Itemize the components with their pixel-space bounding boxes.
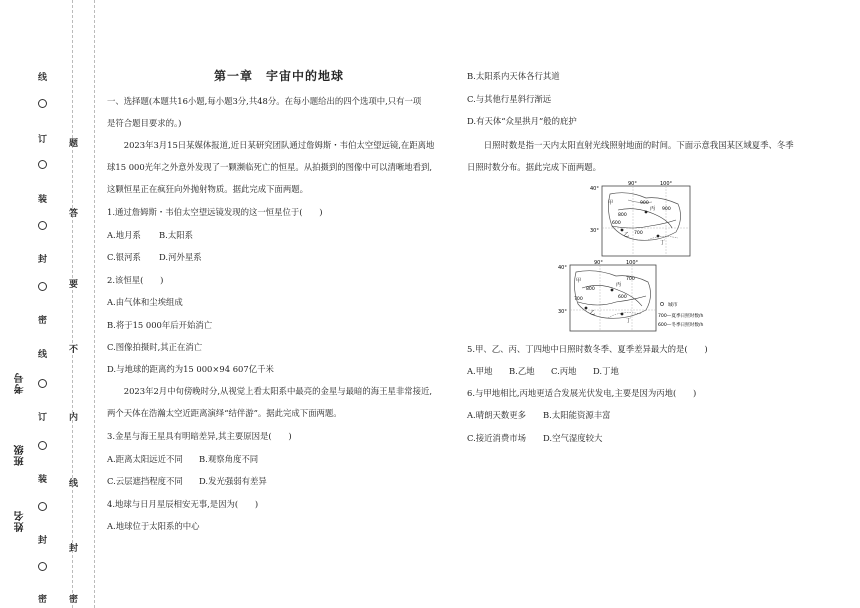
binding-hole [38, 282, 47, 291]
lat-label: 30° [590, 228, 599, 234]
fold-line-inner [94, 0, 95, 608]
q1-option-c: C.银河系 [107, 252, 141, 262]
legend-city: 城市 [668, 303, 678, 308]
place-label: 乙 [624, 232, 630, 238]
section-heading: 一、选择题(本题共16小题,每小题3分,共48分。在每小题给出的四个选项中,只有一项 [107, 96, 422, 106]
q2-option-a: A.由气体和尘埃组成 [107, 297, 183, 307]
binding-hole [38, 160, 47, 169]
section-heading-cont: 是符合题目要求的。) [107, 118, 182, 128]
place-label: 丁 [660, 240, 666, 246]
passage-1-line: 球15 000光年之外意外发现了一颗濒临死亡的恒星。从拍摄到的图像中可以清晰地看到, [107, 162, 433, 172]
place-label: 乙 [590, 310, 596, 316]
binding-inner-char: 封 [69, 544, 79, 554]
q3-option-a: A.距离太阳远近不同 [107, 454, 183, 464]
binding-inner-char: 要 [69, 280, 79, 290]
legend-winter: 600—冬季日照时数/h [658, 323, 704, 328]
lat-label: 40° [590, 186, 599, 192]
isoline-label: 900 [662, 207, 671, 212]
q6-option-d: D.空气湿度较大 [543, 433, 603, 443]
place-label: 丁 [626, 318, 632, 324]
isoline-label: 600 [612, 221, 621, 226]
question-1: 1.通过詹姆斯・韦伯太空望远镜发现的这一恒星位于( ) [107, 207, 323, 217]
city-marker [657, 235, 660, 238]
isoline-label: 700 [574, 297, 583, 302]
binding-char: 密 [38, 316, 48, 326]
q4-option-c: C.与其他行星斜行渐远 [467, 94, 552, 104]
q3-option-b: B.观察角度不同 [199, 454, 259, 464]
legend-summer: 700—夏季日照时数/h [658, 314, 704, 319]
binding-char: 装 [38, 475, 48, 485]
lon-label: 100° [660, 181, 673, 187]
passage-3-line: 日照时数是指一天内太阳直射光线照射地面的时间。下面示意我国某区域夏季、冬季 [467, 140, 794, 150]
binding-char: 订 [38, 413, 48, 423]
binding-hole [38, 502, 47, 511]
exam-number-label: 考号 [15, 372, 26, 394]
q5-option-a: A.甲地 [467, 366, 493, 376]
place-label: 甲 [608, 200, 614, 206]
place-label: 丙 [650, 206, 656, 212]
q3-option-d: D.发光强弱有差异 [199, 476, 267, 486]
q1-option-d: D.河外星系 [159, 252, 202, 262]
binding-hole [38, 379, 47, 388]
passage-1-line: 2023年3月15日某媒体报道,近日某研究团队通过詹姆斯・韦伯太空望远镜,在距离地 [107, 140, 435, 150]
binding-inner-char: 密 [69, 595, 79, 605]
q1-option-b: B.太阳系 [159, 230, 193, 240]
q2-option-c: C.图像拍摄时,其正在消亡 [107, 342, 203, 352]
question-3: 3.金星与海王星具有明暗差异,其主要原因是( ) [107, 431, 292, 441]
passage-2-line: 两个天体在浩瀚太空近距离演绎“结伴游”。据此完成下面两题。 [107, 408, 342, 418]
legend-city-symbol [660, 302, 663, 305]
lon-label: 90° [594, 260, 603, 266]
binding-char: 订 [38, 135, 48, 145]
passage-3-line: 日照时数分布。据此完成下面两题。 [467, 162, 601, 172]
binding-char: 封 [38, 255, 48, 265]
q5-option-c: C.丙地 [551, 366, 577, 376]
q4-option-d: D.有天体“众星拱月”般的庇护 [467, 116, 577, 126]
city-marker [621, 313, 624, 316]
passage-1-line: 这颗恒星正在疯狂向外抛射物质。据此完成下面两题。 [107, 184, 308, 194]
passage-2-line: 2023年2月中旬傍晚时分,从视觉上看太阳系中最亮的金星与最暗的海王星非常接近, [107, 386, 433, 396]
binding-hole [38, 99, 47, 108]
lon-label: 90° [628, 181, 637, 187]
q2-option-d: D.与地球的距离约为15 000×94 607亿千米 [107, 364, 274, 374]
question-4: 4.地球与日月星辰相安无事,是因为( ) [107, 499, 259, 509]
lat-label: 40° [558, 265, 567, 271]
binding-inner-char: 答 [69, 209, 79, 219]
question-6: 6.与甲地相比,丙地更适合发展光伏发电,主要是因为丙地( ) [467, 388, 697, 398]
q3-option-c: C.云层遮挡程度不同 [107, 476, 183, 486]
binding-char: 线 [38, 350, 48, 360]
binding-hole [38, 221, 47, 230]
binding-char: 线 [38, 73, 48, 83]
city-marker [585, 307, 588, 310]
binding-char: 封 [38, 536, 48, 546]
binding-margin [0, 0, 100, 608]
class-label: 班级 [15, 444, 26, 466]
q2-option-b: B.将于15 000年后开始消亡 [107, 320, 213, 330]
chapter-title: 第一章 宇宙中的地球 [214, 69, 345, 83]
binding-inner-char: 内 [69, 413, 79, 423]
sunshine-map-bottom [556, 260, 716, 332]
q6-option-c: C.接近消费市场 [467, 433, 527, 443]
city-marker [621, 229, 624, 232]
q6-option-a: A.晴朗天数更多 [467, 410, 526, 420]
fold-line-outer [72, 0, 73, 608]
city-marker [611, 289, 614, 292]
q5-option-d: D.丁地 [593, 366, 619, 376]
isoline-label: 800 [618, 213, 627, 218]
sunshine-map-top [588, 180, 692, 258]
isoline-label: 900 [640, 201, 649, 206]
name-label: 姓名 [15, 510, 26, 532]
q6-option-b: B.太阳能资源丰富 [543, 410, 611, 420]
isoline-label: 600 [618, 295, 627, 300]
isoline-label: 700 [634, 231, 643, 236]
binding-hole [38, 441, 47, 450]
q4-option-a: A.地球位于太阳系的中心 [107, 521, 200, 531]
q1-option-a: A.地月系 [107, 230, 141, 240]
binding-hole [38, 562, 47, 571]
place-label: 丙 [616, 282, 622, 288]
binding-inner-char: 不 [69, 345, 79, 355]
lat-label: 30° [558, 309, 567, 315]
question-2: 2.该恒星( ) [107, 275, 164, 285]
q4-option-b: B.太阳系内天体各行其道 [467, 71, 560, 81]
binding-inner-char: 线 [69, 479, 79, 489]
place-label: 甲 [576, 278, 582, 284]
lon-label: 100° [626, 260, 639, 266]
binding-inner-char: 题 [69, 139, 79, 149]
binding-char: 装 [38, 195, 48, 205]
question-5: 5.甲、乙、丙、丁四地中日照时数冬季、夏季差异最大的是( ) [467, 344, 708, 354]
city-marker [645, 211, 648, 214]
q5-option-b: B.乙地 [509, 366, 535, 376]
isoline-label: 700 [626, 277, 635, 282]
isoline-label: 800 [586, 287, 595, 292]
binding-char: 密 [38, 595, 48, 605]
